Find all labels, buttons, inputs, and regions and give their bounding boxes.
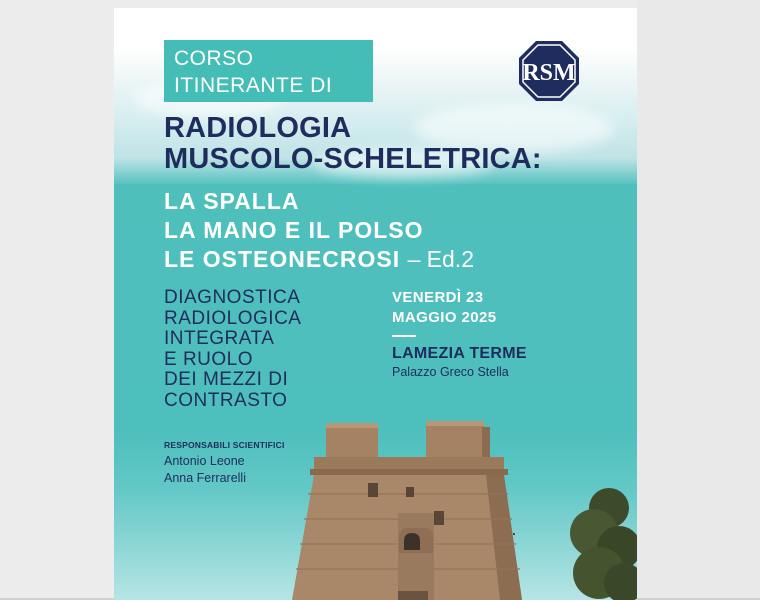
description-line: INTEGRATA — [164, 328, 275, 349]
logo-text: RSM — [522, 60, 576, 86]
event-date — [392, 288, 496, 328]
subtitle-line: LE OSTEONECROSI — [164, 246, 401, 272]
responsabili-label: RESPONSABILI SCIENTIFICI — [164, 440, 285, 450]
event-location: LAMEZIA TERME — [392, 345, 527, 362]
subtitle-line: LA MANO E IL POLSO — [164, 217, 424, 243]
date-line: MAGGIO 2025 — [392, 309, 497, 326]
tree-image — [569, 478, 637, 600]
main-title — [164, 113, 542, 175]
tower-image — [286, 413, 537, 600]
event-venue: Palazzo Greco Stella — [392, 365, 509, 379]
date-divider — [392, 335, 416, 337]
course-description — [164, 288, 301, 411]
subtitle-line: LA SPALLA — [164, 188, 300, 214]
responsabile-name: Antonio Leone — [164, 454, 245, 468]
description-line: DEI MEZZI DI — [164, 369, 289, 390]
course-label-line: CORSO — [174, 47, 254, 70]
subtitle-line-last — [164, 245, 474, 274]
rsm-logo — [518, 40, 580, 102]
event-poster — [114, 8, 637, 600]
viewer-background — [637, 0, 760, 600]
main-title-line: MUSCOLO-SCHELETRICA: — [164, 143, 542, 175]
date-line: VENERDÌ 23 — [392, 289, 484, 306]
description-line: DIAGNOSTICA — [164, 287, 301, 308]
description-line: RADIOLOGICA — [164, 307, 302, 329]
description-line: CONTRASTO — [164, 389, 288, 411]
subtitle — [164, 187, 474, 274]
description-line: E RUOLO — [164, 348, 254, 370]
edition-label: – Ed.2 — [407, 246, 474, 272]
course-label-line: ITINERANTE DI — [174, 74, 333, 97]
responsabile-name: Anna Ferrarelli — [164, 471, 246, 485]
main-title-line: RADIOLOGIA — [164, 112, 352, 144]
course-label-box — [164, 40, 373, 102]
